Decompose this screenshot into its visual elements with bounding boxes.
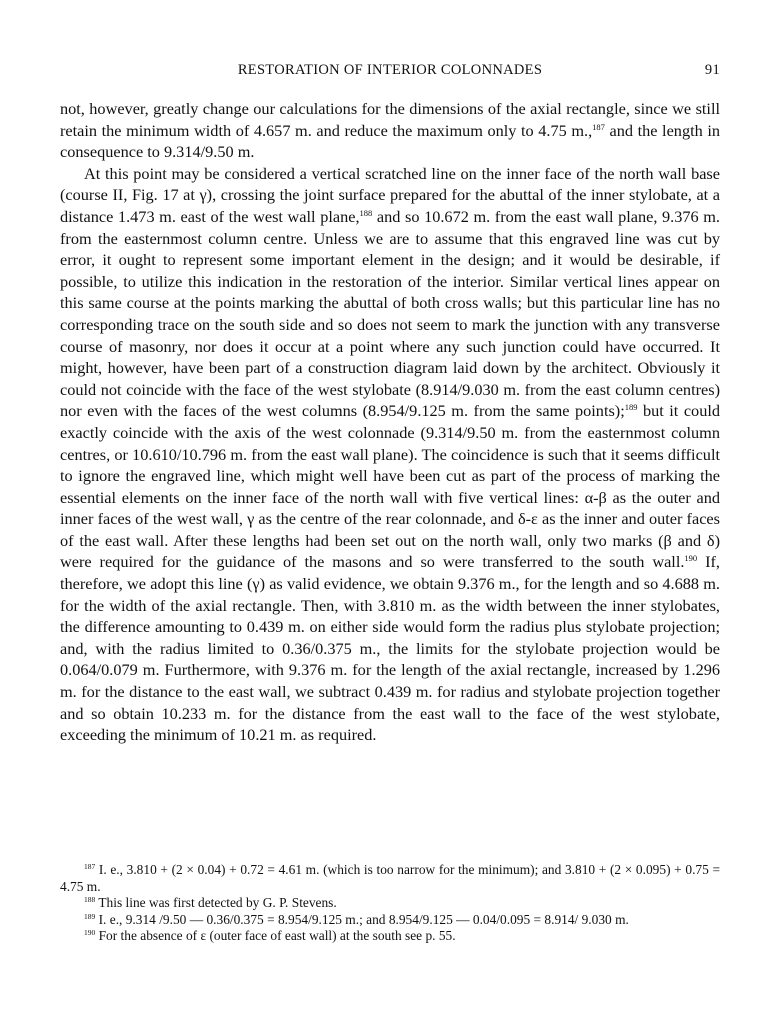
body-text (60, 98, 720, 746)
footnote-number: 187 (84, 862, 96, 871)
paragraph-2-text-b: and so 10.672 m. from the east wall plane, 9.376 m. from the easternmost column centre. Unless we are to assume that this engraved line was cut by error, it ought to represent some important element in the design; and it would be desirable, if possible, to utilize this indication in the restoration of the interior. Similar vertical lines appear on this same course at the points marking the abuttal of both cross walls; but this particular line has no corresponding trace on the south side and so does not seem to mark the junction with any transverse course of masonry, nor does it occur at a point where any such junction could have occurred. It might, however, have been part of a construction diagram laid down by the architect. Obviously it could not coincide with the face of the west stylobate (8.914/9.030 m. from the east column centres) nor even with the faces of the west columns (8.954/9.125 m. from the same points); (60, 206, 721, 421)
footnote-189 (60, 912, 720, 929)
note-ref-190: 190 (684, 553, 698, 564)
paragraph-2-text-a: At this point may be considered a vertical scratched line on the inner face of the north wall base (course II, Fig. 17 at γ), crossing the joint surface prepared for the abuttal of the inner stylobate, at a distance 1.473 m. east of the west wall plane, (60, 163, 720, 226)
note-ref-188: 188 (359, 207, 373, 218)
running-title: RESTORATION OF INTERIOR COLONNADES (237, 62, 543, 78)
footnote-text: This line was first detected by G. P. Stevens. (95, 895, 337, 911)
footnote-number: 189 (84, 911, 96, 921)
paragraph-1-text-b: and the length in consequence to 9.314/9.50 m. (60, 120, 720, 162)
footnote-number: 190 (84, 928, 96, 938)
paragraph-1 (60, 98, 720, 163)
paragraph-2-text-d: If, therefore, we adopt this line (γ) as valid evidence, we obtain 9.376 m., for the length and so 4.688 m. for the width of the axial rectangle. Then, with 3.810 m. as the width between the inner stylobates, the difference amounting to 0.439 m. on either side would form the radius plus stylobate projection; and, with the radius limited to 0.36/0.375 m., the limits for the stylobate projection would be 0.064/0.079 m. Furthermore, with 9.376 m. for the length of the axial rectangle, increased by 1.296 m. for the distance to the east wall, we subtract 0.439 m. for radius and stylobate projection together and so obtain 10.233 m. for the distance from the east wall to the face of the west stylobate, exceeding the minimum of 10.21 m. as required. (60, 552, 720, 745)
paragraph-1-text-a: not, however, greatly change our calculations for the dimensions of the axial rectangle, since we still retain the minimum width of 4.657 m. and reduce the maximum only to 4.75 m., (60, 99, 720, 140)
note-ref-189: 189 (624, 402, 638, 413)
note-ref-187: 187 (592, 121, 605, 132)
footnote-text: I. e., 3.810 + (2 × 0.04) + 0.72 = 4.61 m. (which is too narrow for the minimum); and 3.810 + (2 × 0.095) + 0.75 = 4.75 m. (60, 862, 720, 894)
page-number: 91 (704, 62, 720, 78)
footnote-188 (60, 895, 720, 912)
footnote-number: 188 (84, 895, 96, 905)
footnote-text: For the absence of ε (outer face of east wall) at the south see p. 55. (95, 928, 456, 944)
paragraph-2 (60, 163, 720, 746)
footnotes (60, 862, 720, 945)
footnote-187 (60, 862, 720, 895)
footnote-190 (60, 928, 720, 945)
footnote-text: I. e., 9.314 /9.50 — 0.36/0.375 = 8.954/9.125 m.; and 8.954/9.125 — 0.04/0.095 = 8.914/ 9.030 m. (95, 911, 629, 927)
paragraph-2-text-c: but it could exactly coincide with the axis of the west colonnade (9.314/9.50 m. from the easternmost column centres, or 10.610/10.796 m. from the east wall plane). The coincidence is such that it seems difficult to ignore the engraved line, which might well have been cut as part of the process of marking the essential elements on the inner face of the north wall with five vertical lines: α-β as the outer and inner faces of the west wall, γ as the centre of the rear colonnade, and δ-ε as the inner and outer faces of the east wall. After these lengths had been set out on the north wall, only two marks (β and δ) were required for the guidance of the masons and so were transferred to the south wall. (60, 401, 720, 572)
